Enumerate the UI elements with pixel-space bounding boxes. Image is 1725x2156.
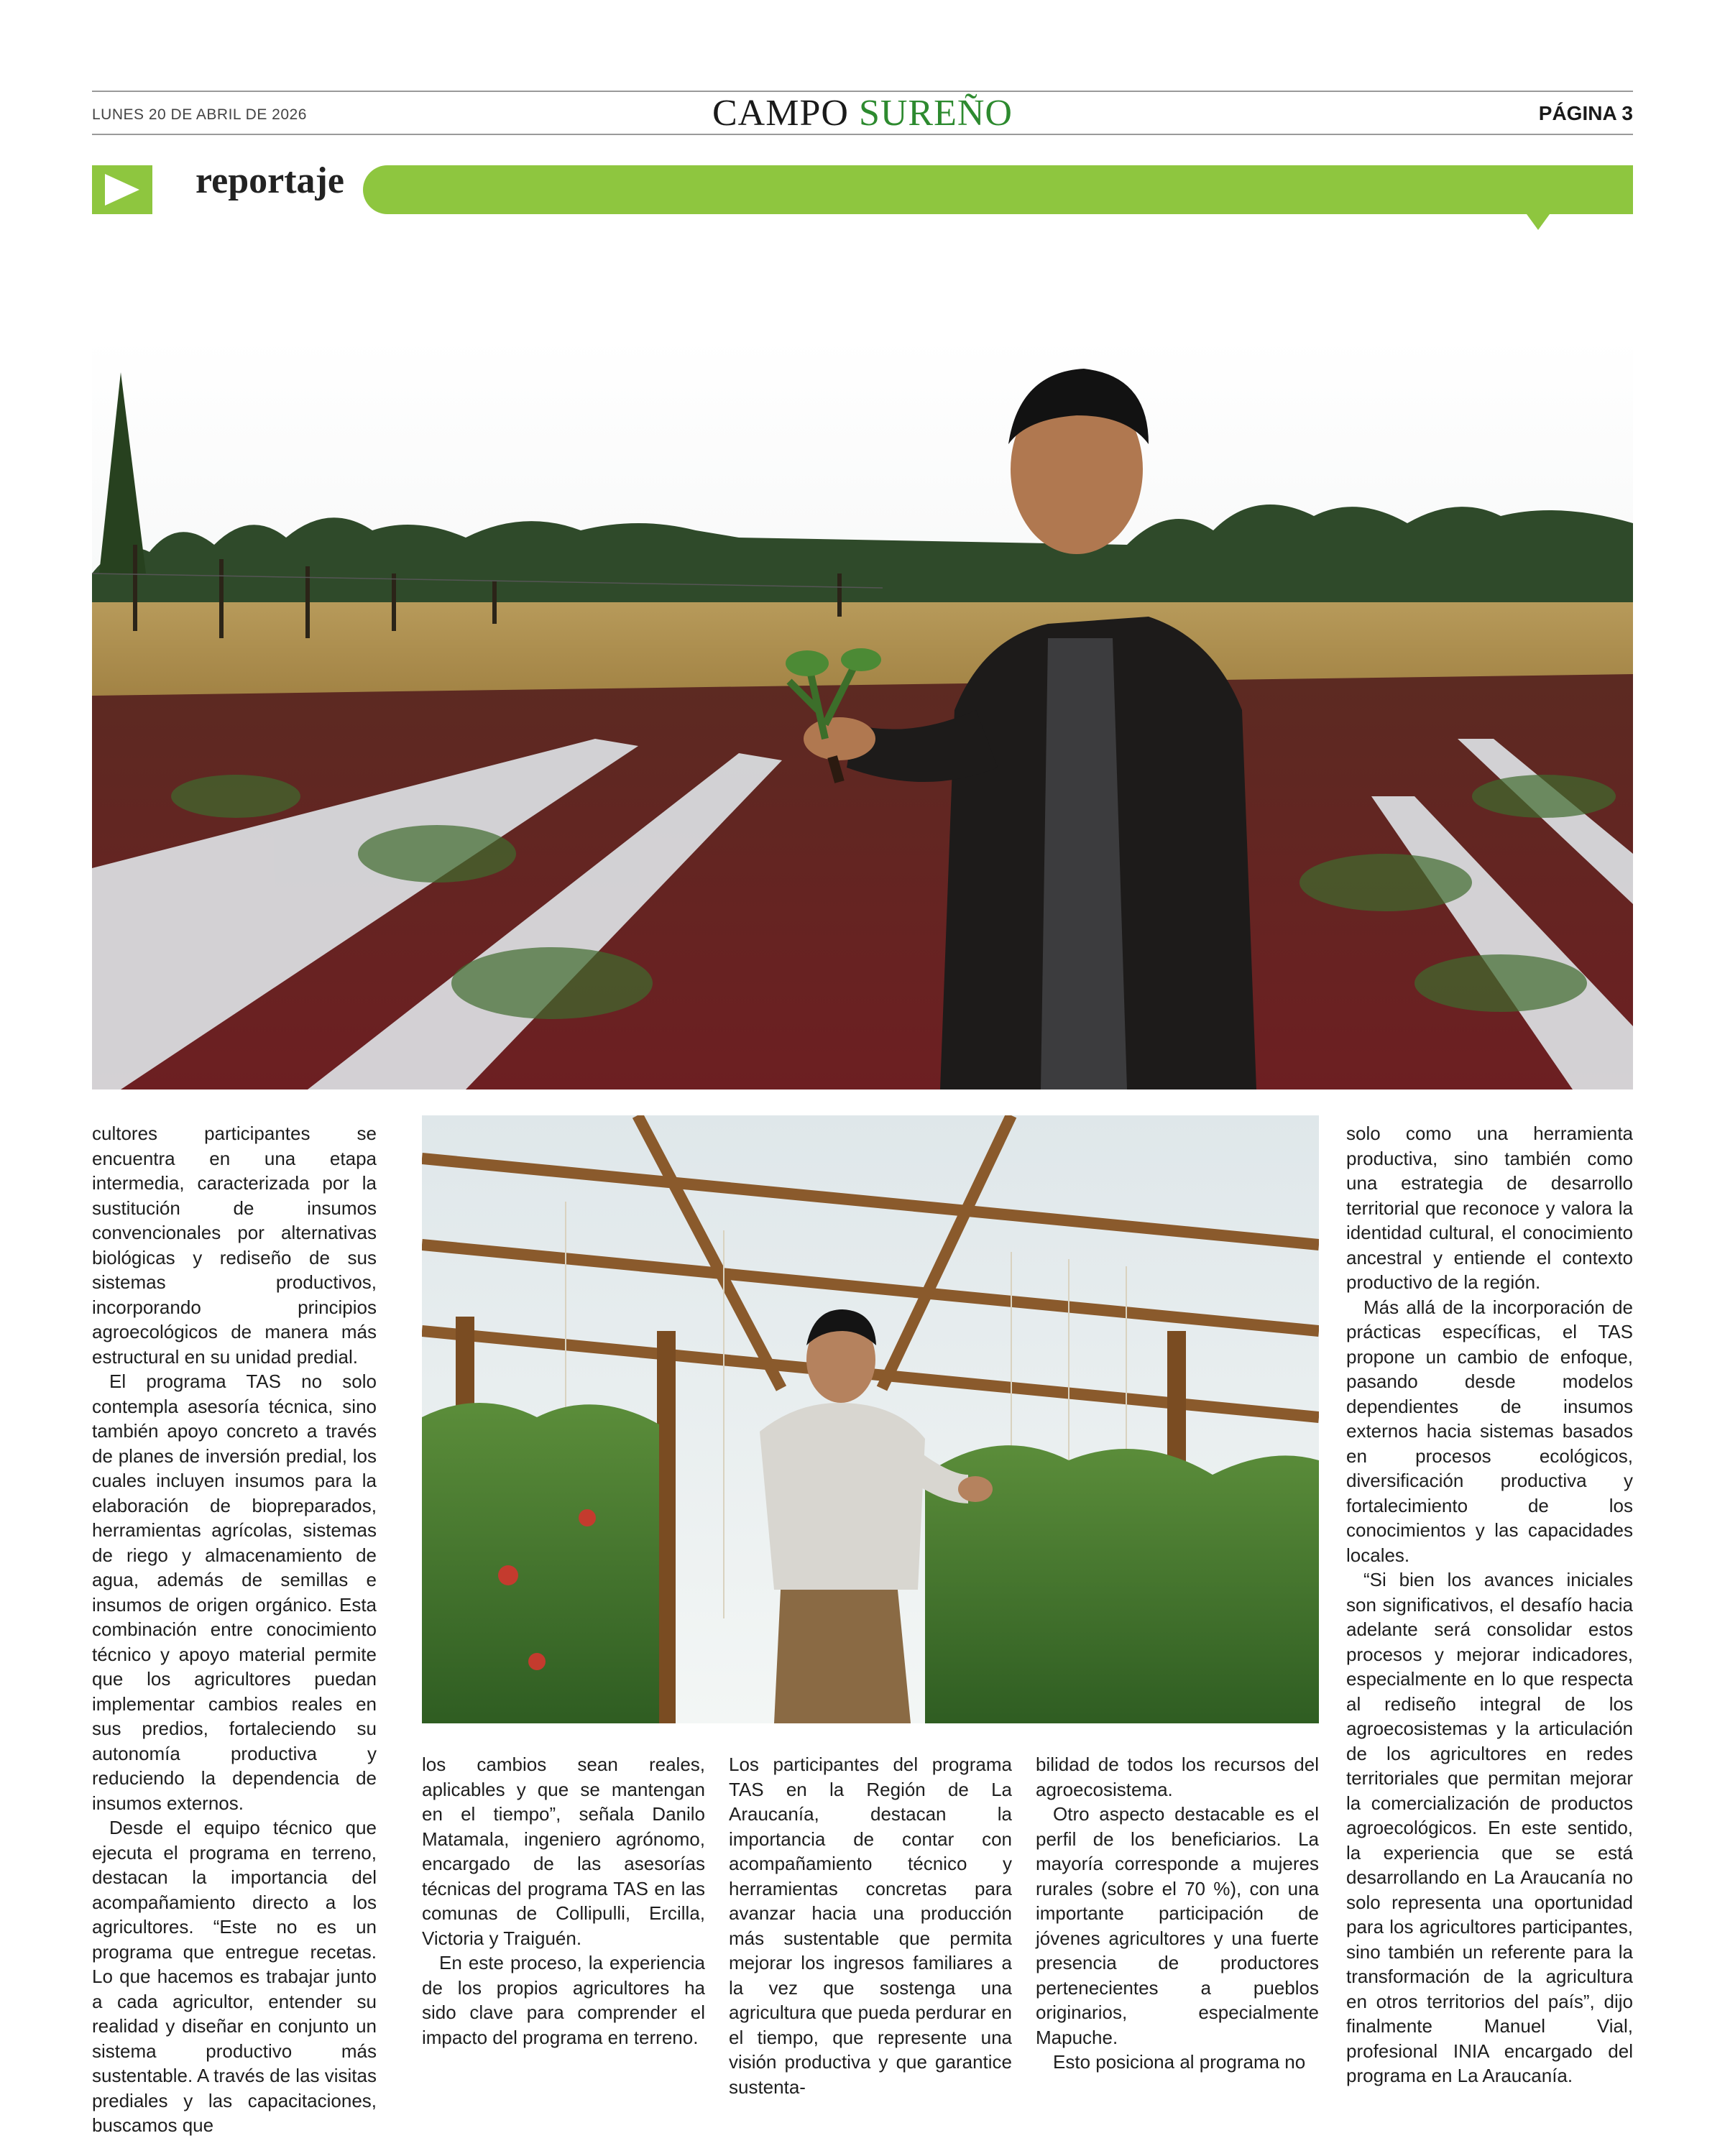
paragraph: Desde el equipo técnico que ejecuta el programa en terreno, destacan la importancia del acompañamiento directo a los agricultores. “Este no es un programa que entregue recetas. Lo que hacemos es trabajar junto a cada agricultor, entender su realidad y diseñar en conjunto un sistema productivo más sustentable. A través de las visitas prediales y las capacitaciones, buscamos que bbox=[92, 1817, 377, 2136]
header-bottom-rule bbox=[92, 134, 1633, 135]
paragraph: En este proceso, la experiencia de los propios agricultores ha sido clave para comprender el impacto del programa en terreno. bbox=[422, 1952, 705, 2048]
paragraph: Esto posiciona al programa no bbox=[1053, 2051, 1306, 2073]
page-number: PÁGINA 3 bbox=[1538, 102, 1633, 124]
masthead-sureno: SUREÑO bbox=[858, 93, 1013, 134]
photo-farmer-strawberry-field bbox=[92, 336, 1633, 1089]
section-bar-notch bbox=[1527, 214, 1550, 230]
masthead-campo: CAMPO bbox=[712, 93, 849, 134]
paragraph: solo como una herramienta productiva, sino también como una estrategia de desarrollo territorial que reconoce y valora la identidad cultural, el conocimiento ancestral y entiende el contexto productivo de la región. bbox=[1346, 1123, 1633, 1293]
section-bar bbox=[363, 165, 1633, 214]
photo-farmer-greenhouse bbox=[422, 1115, 1319, 1723]
paragraph: los cambios sean reales, aplicables y que se mantengan en el tiempo”, señala Danilo Matamala, ingeniero agrónomo, encargado de las asesorías técnicas del programa TAS en las comunas de Collipulli, Ercilla, Victoria y Traiguén. bbox=[422, 1754, 705, 1949]
section-label: reportaje bbox=[196, 160, 344, 201]
paragraph: bilidad de todos los recursos del agroecosistema. bbox=[1036, 1754, 1319, 1800]
masthead bbox=[0, 92, 1725, 134]
article-column-4 bbox=[1036, 1752, 1319, 2075]
issue-date: LUNES 20 DE ABRIL DE 2026 bbox=[92, 106, 307, 123]
paragraph: Más allá de la incorporación de prácticas específicas, el TAS propone un cambio de enfoque, pasando desde modelos dependientes de insumos externos hacia sistemas basados en procesos ecológicos, diversificación productiva y fortalecimiento de los conocimientos y las capacidades locales. bbox=[1346, 1296, 1633, 1566]
article-column-5 bbox=[1346, 1121, 1633, 2088]
paragraph: Los participantes del programa TAS en la Región de La Araucanía, destacan la importancia de contar con acompañamiento técnico y herramientas concretas para avanzar hacia una producción más sustentable que permita mejorar los ingresos familiares a la vez que sostenga una agricultura que pueda perdurar en el tiempo, que represente una visión productiva y que garantice sustenta- bbox=[729, 1754, 1012, 2098]
paragraph: cultores participantes se encuentra en una etapa intermedia, caracterizada por la sustitución de insumos convencionales por alternativas biológicas y rediseño de sus sistemas productivos, incorporando principios agroecológicos de manera más estructural en su unidad predial. bbox=[92, 1123, 377, 1368]
paragraph: Otro aspecto destacable es el perfil de los beneficiarios. La mayoría corresponde a mujeres rurales (sobre el 70 %), con una importante participación de jóvenes agricultores y una fuerte presencia de productores pertenecientes a pueblos originarios, especialmente Mapuche. bbox=[1036, 1803, 1319, 2048]
article-column-1 bbox=[92, 1121, 377, 2138]
article-column-2 bbox=[422, 1752, 705, 2050]
play-arrow-icon bbox=[92, 165, 152, 214]
paragraph: El programa TAS no solo contempla asesoría técnica, sino también apoyo concreto a través de planes de inversión predial, los cuales incluyen insumos para la elaboración de biopreparados, herramientas agrícolas, sistemas de riego y almacenamiento de agua, además de semillas e insumos de origen orgánico. Esta combinación entre conocimiento técnico y apoyo material permite que los agricultores puedan implementar cambios reales en sus predios, fortaleciendo su autonomía productiva y reduciendo la dependencia de insumos externos. bbox=[92, 1370, 377, 1814]
article-column-3 bbox=[729, 1752, 1012, 2099]
paragraph: “Si bien los avances iniciales son significativos, el desafío hacia adelante será consolidar estos procesos y mejorar indicadores, especialmente en lo que respecta al rediseño integral de los agroecosistemas y la articulación de los agricultores en redes territoriales que permitan mejorar la comercialización de productos agroecológicos. En este sentido, la experiencia que se está desarrollando en La Araucanía no solo representa una oportunidad para los agricultores participantes, sino también un referente para la transformación de la agricultura en otros territorios del país”, dijo finalmente Manuel Vial, profesional INIA encargado del programa en La Araucanía. bbox=[1346, 1569, 1633, 2086]
